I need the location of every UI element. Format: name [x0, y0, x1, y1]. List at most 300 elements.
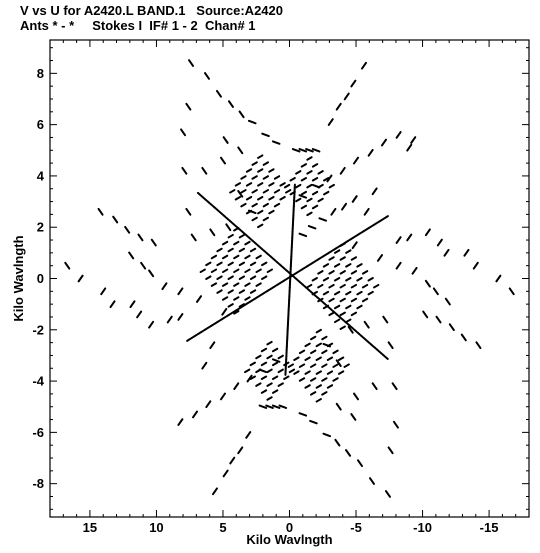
uv-grid-point: [245, 242, 249, 245]
uv-grid-point: [217, 276, 221, 279]
uv-arm-point: [237, 308, 240, 310]
uv-arm-point: [285, 269, 287, 271]
uv-track: [413, 268, 417, 274]
uv-grid-point: [268, 270, 272, 273]
uv-arm-point: [335, 313, 337, 315]
uv-grid-point: [279, 383, 283, 386]
uv-grid-point: [223, 270, 227, 273]
uv-grid-point: [322, 364, 326, 367]
uv-grid-point: [330, 185, 334, 188]
uv-arm-point: [379, 352, 381, 354]
uv-grid-point: [229, 235, 233, 238]
uv-grid-point: [317, 344, 321, 347]
uv-arm-point: [210, 204, 212, 206]
uv-arm-point: [245, 234, 247, 236]
uv-arm-point: [316, 259, 319, 261]
uv-grid-point: [267, 383, 271, 386]
uv-grid-point: [357, 292, 361, 295]
uv-arm-point: [319, 257, 322, 259]
uv-track: [213, 488, 217, 494]
uv-grid-point: [335, 292, 339, 295]
y-tick-label: 4: [36, 168, 44, 184]
uv-arm-point: [207, 201, 209, 203]
uv-track: [138, 235, 142, 241]
uv-arm-point: [210, 325, 213, 327]
uv-arm-point: [204, 329, 207, 331]
uv-arm-point: [309, 263, 312, 265]
uv-grid-point: [247, 211, 251, 214]
uv-grid-point: [352, 257, 356, 260]
uv-grid-point: [313, 206, 317, 209]
uv-grid-point: [252, 162, 256, 165]
uv-track: [260, 406, 267, 408]
uv-track: [450, 324, 454, 330]
uv-grid-point: [333, 378, 337, 381]
uv-track: [397, 132, 401, 138]
uv-track: [149, 271, 153, 277]
uv-arm-point: [232, 223, 234, 225]
uv-arm-point: [323, 255, 326, 257]
uv-arm-point: [386, 357, 388, 359]
uv-grid-point: [223, 256, 227, 259]
uv-grid-point: [296, 199, 300, 202]
uv-grid-point: [236, 197, 240, 200]
uv-grid-point: [247, 169, 251, 172]
uv-grid-point: [322, 351, 326, 354]
uv-track: [378, 255, 382, 261]
uv-grid-point: [275, 190, 279, 193]
uv-grid-point: [267, 356, 271, 359]
uv-grid-point: [328, 358, 332, 361]
uv-grid-point: [324, 264, 328, 267]
uv-grid-point: [285, 185, 289, 188]
uv-track: [266, 406, 273, 408]
uv-track: [202, 168, 206, 174]
uv-track: [438, 240, 442, 246]
uv-grid-point: [335, 264, 339, 267]
uv-track: [331, 209, 335, 215]
uv-grid-point: [318, 271, 322, 274]
uv-arm-point: [317, 297, 319, 299]
uv-grid-point: [217, 263, 221, 266]
uv-arm-point: [351, 327, 353, 329]
uv-grid-point: [240, 290, 244, 293]
uv-arm-point: [273, 259, 275, 261]
uv-arm-point: [332, 249, 335, 251]
uv-track: [462, 335, 466, 341]
uv-track: [397, 237, 401, 243]
uv-grid-point: [264, 190, 268, 193]
uv-grid-point: [341, 271, 345, 274]
y-tick-label: 0: [36, 271, 44, 286]
uv-arm-point: [254, 242, 256, 244]
x-tick-label: 10: [149, 520, 164, 535]
uv-arm-point: [248, 237, 250, 239]
uv-arm-point: [339, 316, 341, 318]
uv-arm-point: [336, 247, 339, 249]
uv-grid-point: [322, 378, 326, 381]
uv-grid-point: [357, 264, 361, 267]
uv-track: [444, 250, 448, 256]
uv-grid-point: [256, 383, 260, 386]
uv-arm-point: [187, 339, 190, 341]
uv-track: [99, 209, 103, 215]
uv-grid-point: [313, 292, 317, 295]
uv-track: [113, 217, 117, 223]
uv-grid-point: [234, 297, 238, 300]
uv-arm-point: [362, 231, 365, 233]
uv-track: [178, 419, 182, 425]
uv-grid-point: [258, 155, 262, 158]
uv-grid-point: [251, 290, 255, 293]
uv-grid-point: [236, 183, 240, 186]
uv-grid-point: [229, 276, 233, 279]
uv-arm-point: [267, 253, 269, 255]
uv-track: [373, 188, 377, 194]
uv-arm-point: [323, 302, 325, 304]
uv-arm-point: [295, 278, 297, 280]
uv-track: [369, 150, 373, 156]
uv-grid-point: [256, 283, 260, 286]
uv-arm-point: [260, 294, 263, 296]
uv-arm-point: [264, 250, 266, 252]
uv-track: [65, 263, 69, 269]
uv-grid-point: [269, 183, 273, 186]
uv-grid-point: [258, 197, 262, 200]
uv-grid-point: [302, 192, 306, 195]
uv-arm-point: [266, 290, 269, 292]
uv-grid-point: [241, 204, 245, 207]
uv-grid-point: [368, 278, 372, 281]
uv-track: [181, 129, 185, 135]
uv-track: [382, 140, 386, 146]
uv-arm-point: [296, 272, 299, 274]
uv-arm-point: [276, 261, 278, 263]
uv-arm-point: [283, 280, 286, 282]
uv-track: [313, 149, 320, 151]
uv-track: [335, 440, 339, 446]
uv-track: [280, 406, 287, 408]
uv-grid-point: [307, 199, 311, 202]
uv-grid-point: [335, 306, 339, 309]
uv-grid-point: [305, 385, 309, 388]
uv-grid-point: [317, 371, 321, 374]
uv-track: [394, 422, 398, 428]
uv-grid-point: [352, 299, 356, 302]
uv-grid-point: [245, 370, 249, 373]
uv-grid-point: [300, 364, 304, 367]
uv-track: [141, 263, 145, 269]
uv-track: [230, 458, 234, 464]
uv-grid-point: [296, 185, 300, 188]
uv-arm-point: [235, 226, 237, 228]
uv-track: [342, 204, 346, 210]
uv-arm-point: [352, 237, 355, 239]
uv-arm-point: [367, 341, 369, 343]
x-tick-label: -10: [413, 520, 432, 535]
uv-grid-point: [341, 285, 345, 288]
uv-grid-point: [234, 242, 238, 245]
uv-grid-point: [273, 376, 277, 379]
uv-arm-point: [190, 337, 193, 339]
uv-grid-point: [217, 249, 221, 252]
uv-grid-point: [368, 292, 372, 295]
uv-grid-point: [264, 176, 268, 179]
uv-grid-point: [245, 297, 249, 300]
uv-arm-point: [356, 235, 359, 237]
uv-grid-point: [217, 290, 221, 293]
uv-arm-point: [223, 317, 226, 319]
y-tick-label: 6: [36, 117, 44, 133]
uv-grid-point: [280, 197, 284, 200]
uv-grid-point: [318, 199, 322, 202]
uv-grid-point: [291, 178, 295, 181]
uv-grid-point: [286, 190, 290, 193]
uv-arm-point: [250, 300, 253, 302]
uv-track: [125, 227, 129, 233]
uv-grid-point: [258, 183, 262, 186]
uv-grid-point: [305, 344, 309, 347]
uv-grid-point: [318, 171, 322, 174]
uv-grid-point: [252, 204, 256, 207]
uv-arm-point: [217, 209, 219, 211]
uv-grid-point: [296, 171, 300, 174]
uv-grid-point: [324, 192, 328, 195]
uv-track: [306, 149, 313, 151]
uv-grid-point: [335, 278, 339, 281]
uv-track: [152, 240, 156, 246]
uv-grid-point: [256, 270, 260, 273]
uv-grid-point: [289, 364, 293, 367]
uv-track: [197, 296, 201, 302]
uv-grid-point: [318, 285, 322, 288]
uv-track: [353, 242, 357, 248]
uv-arm-point: [373, 346, 375, 348]
y-tick-label: 8: [36, 65, 44, 81]
uv-track: [273, 359, 280, 361]
uv-grid-point: [313, 278, 317, 281]
uv-arm-point: [260, 248, 262, 250]
uv-grid-point: [252, 190, 256, 193]
uv-grid-point: [352, 271, 356, 274]
uv-track: [238, 147, 242, 153]
uv-grid-point: [302, 206, 306, 209]
uv-arm-point: [375, 222, 378, 224]
y-tick-label: -2: [32, 322, 44, 338]
uv-grid-point: [234, 228, 238, 231]
uv-grid-point: [300, 378, 304, 381]
uv-grid-point: [251, 249, 255, 252]
uv-track: [389, 342, 393, 348]
uv-arm-point: [197, 333, 200, 335]
uv-grid-point: [333, 351, 337, 354]
uv-arm-point: [263, 292, 266, 294]
uv-grid-point: [313, 164, 317, 167]
uv-track: [206, 401, 210, 407]
uv-track: [474, 263, 478, 269]
uv-grid-point: [279, 356, 283, 359]
uv-grid-point: [346, 264, 350, 267]
uv-grid-point: [333, 364, 337, 367]
uv-arm-point: [220, 212, 222, 214]
uv-track: [337, 404, 341, 410]
x-axis-label: Kilo Wavlngth: [246, 532, 333, 547]
uv-track: [186, 104, 190, 110]
uv-grid-point: [363, 271, 367, 274]
uv-grid-point: [329, 285, 333, 288]
uv-track: [300, 413, 307, 415]
uv-arm-point: [226, 218, 228, 220]
uv-arm-point: [229, 220, 231, 222]
uv-grid-point: [357, 306, 361, 309]
uv-grid-point: [240, 249, 244, 252]
uv-grid-point: [201, 270, 205, 273]
uv-arm-point: [298, 280, 300, 282]
uv-arm-point: [247, 302, 250, 304]
uv-track: [221, 158, 225, 164]
uv-grid-point: [223, 242, 227, 245]
uv-arm-point: [279, 264, 281, 266]
uv-grid-point: [251, 276, 255, 279]
uv-arm-point: [207, 327, 210, 329]
uv-grid-point: [307, 285, 311, 288]
uv-arm-point: [382, 218, 385, 220]
uv-arm-point: [194, 335, 197, 337]
uv-arm-point: [372, 224, 375, 226]
uv-grid-point: [329, 299, 333, 302]
uv-track: [162, 283, 166, 289]
uv-points: [65, 60, 513, 497]
uv-grid-point: [363, 285, 367, 288]
uv-track: [446, 299, 450, 305]
uv-track: [226, 224, 230, 230]
uv-track: [351, 81, 355, 87]
uv-arm-point: [223, 215, 225, 217]
uv-track: [234, 383, 238, 389]
uv-track: [149, 322, 153, 328]
uv-grid-point: [245, 256, 249, 259]
uv-track: [293, 149, 300, 151]
uv-grid-point: [251, 363, 255, 366]
uv-arm-point: [329, 308, 331, 310]
uv-track: [222, 309, 226, 315]
uv-arm-point: [242, 231, 244, 233]
uv-grid-point: [335, 320, 339, 323]
uv-arm-point: [364, 338, 366, 340]
uv-arm-point: [270, 256, 272, 258]
uv-grid-point: [258, 169, 262, 172]
uv-arm-point: [201, 196, 203, 198]
uv-track: [229, 101, 233, 107]
uv-track: [397, 263, 401, 269]
x-tick-label: -15: [479, 520, 499, 535]
uv-grid-point: [346, 306, 350, 309]
uv-grid-point: [307, 185, 311, 188]
uv-arm-point: [230, 313, 233, 315]
uv-track: [137, 312, 141, 318]
uv-track: [224, 471, 228, 477]
uv-grid-point: [229, 290, 233, 293]
uv-arm-point: [382, 354, 384, 356]
uv-grid-point: [264, 162, 268, 165]
uv-arm-point: [303, 267, 306, 269]
uv-track: [168, 317, 172, 323]
uv-grid-point: [345, 364, 349, 367]
uv-grid-point: [302, 178, 306, 181]
uv-track: [111, 301, 115, 307]
uv-grid-point: [223, 283, 227, 286]
uv-arm-point: [348, 324, 350, 326]
uv-grid-point: [267, 397, 271, 400]
uv-arm-point: [385, 216, 388, 218]
uv-arm-point: [366, 228, 369, 230]
uv-track: [386, 491, 390, 497]
uv-arm-point: [273, 286, 276, 288]
uv-track: [217, 91, 221, 97]
uv-grid-point: [273, 349, 277, 352]
uv-grid-point: [352, 313, 356, 316]
uv-track: [130, 301, 134, 307]
uv-grid-point: [262, 390, 266, 393]
uv-grid-point: [313, 192, 317, 195]
uv-grid-point: [229, 263, 233, 266]
uv-grid-point: [275, 176, 279, 179]
uv-track: [407, 145, 411, 151]
uv-grid-point: [230, 190, 234, 193]
uv-arm-point: [200, 331, 203, 333]
uv-arm-point: [280, 282, 283, 284]
uv-grid-point: [240, 276, 244, 279]
uv-grid-point: [324, 306, 328, 309]
uv-grid-point: [251, 263, 255, 266]
uv-track: [205, 73, 209, 79]
uv-arm-point: [253, 298, 256, 300]
uv-grid-point: [256, 356, 260, 359]
uv-grid-point: [339, 371, 343, 374]
uv-track: [193, 412, 197, 418]
uv-grid-point: [302, 164, 306, 167]
uv-grid-point: [346, 320, 350, 323]
uv-track: [365, 322, 369, 328]
uv-arm-point: [256, 296, 259, 298]
uv-grid-point: [275, 204, 279, 207]
uv-track: [101, 288, 105, 294]
uv-grid-point: [305, 371, 309, 374]
uv-track: [373, 383, 377, 389]
uv-arm-point: [310, 291, 312, 293]
uv-grid-point: [328, 385, 332, 388]
uv-arm-point: [204, 198, 206, 200]
uv-track: [249, 121, 256, 123]
uv-track: [365, 209, 369, 215]
uv-arm-point: [342, 319, 344, 321]
chart-title: V vs U for A2420.L BAND.1 Source:A2420: [20, 3, 283, 18]
uv-track: [192, 235, 196, 241]
uv-grid-point: [317, 358, 321, 361]
uv-track: [393, 383, 397, 389]
x-tick-label: -5: [350, 520, 362, 535]
uv-grid-point: [247, 197, 251, 200]
uv-arm-point: [360, 335, 362, 337]
uv-track: [496, 276, 500, 282]
uv-arm-point: [257, 245, 259, 247]
uv-grid-point: [247, 183, 251, 186]
uv-track: [434, 288, 438, 294]
uv-arm-point: [214, 323, 217, 325]
uv-track: [178, 314, 182, 320]
uv-grid-point: [269, 197, 273, 200]
uv-track: [329, 119, 333, 125]
